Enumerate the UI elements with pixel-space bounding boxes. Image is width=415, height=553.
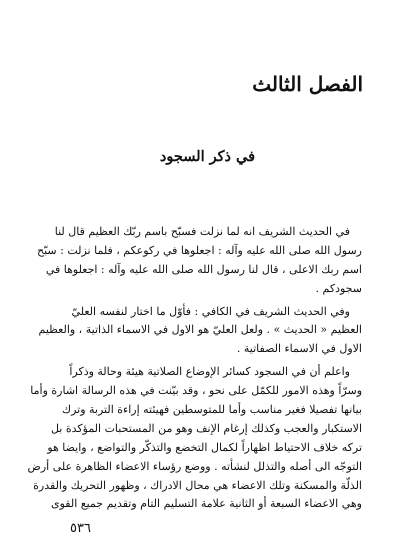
text-line: التوجّه الى أصله والتذلل لنشأته . ووضع رؤساء الاعضاء الظاهرة على أرض xyxy=(27,459,362,473)
text-line: اسم ربك الاعلى ، قال لنا رسول الله صلى الله عليه وآله : اجعلوها في xyxy=(45,262,362,276)
body-text xyxy=(27,223,362,514)
chapter-title: الفصل الثالث xyxy=(252,72,363,96)
text-line: تركه خلاف الاحتياط اظهاراً لكمال التخضع والتذكّر والتواضع ، وايضا هو xyxy=(47,440,362,454)
text-line: الاول في الاسماء الصفاتية . xyxy=(236,342,362,356)
text-line: الاستكبار والعجب وكذلك إرغام الإنف وهو من المستحبات المؤكدة بل xyxy=(50,421,362,435)
text-line: الذلّة والمسكنة وتلك الاعضاء هي محال الادراك ، وظهور التحريك والقدرة xyxy=(33,478,362,492)
text-line: رسول الله صلى الله عليه وآله : اجعلوها في ركوعكم ، فلما نزلت : سبّح xyxy=(37,243,362,257)
text-line: في الحديث الشريف انه لما نزلت فسبّح باسم ربّك العظيم قال لنا xyxy=(54,225,350,238)
text-line: واعلم أن في السجود كسائر الإوضاع الصلاتية هيئة وحالة وذكراً xyxy=(69,365,350,379)
text-line: وسرّاً وهذه الامور للكمّل على نحو ، وقد بيّنت في هذه الرسالة اشارة وأما xyxy=(30,384,362,398)
text-line: وهي الاعضاء السبعة أو الثانية علامة التسليم التام وتقديم جميع القوى xyxy=(51,497,362,511)
text-line: بيانها تفصيلا فغير مناسب وأما للمتوسطين فهيئته إراءة التربة وترك xyxy=(62,403,362,417)
text-line: وفي الحديث الشريف في الكافي : فأوّل ما اختار لنفسه العليّ xyxy=(71,304,350,318)
page-number: ٥٣٦ xyxy=(70,521,91,536)
text-line: العظيم « الحديث » . ولعل العليّ هو الاول في الاسماء الذاتية ، والعظيم xyxy=(38,323,362,337)
section-title: في ذكر السجود xyxy=(159,148,256,165)
text-line: سجودكم . xyxy=(315,281,362,295)
